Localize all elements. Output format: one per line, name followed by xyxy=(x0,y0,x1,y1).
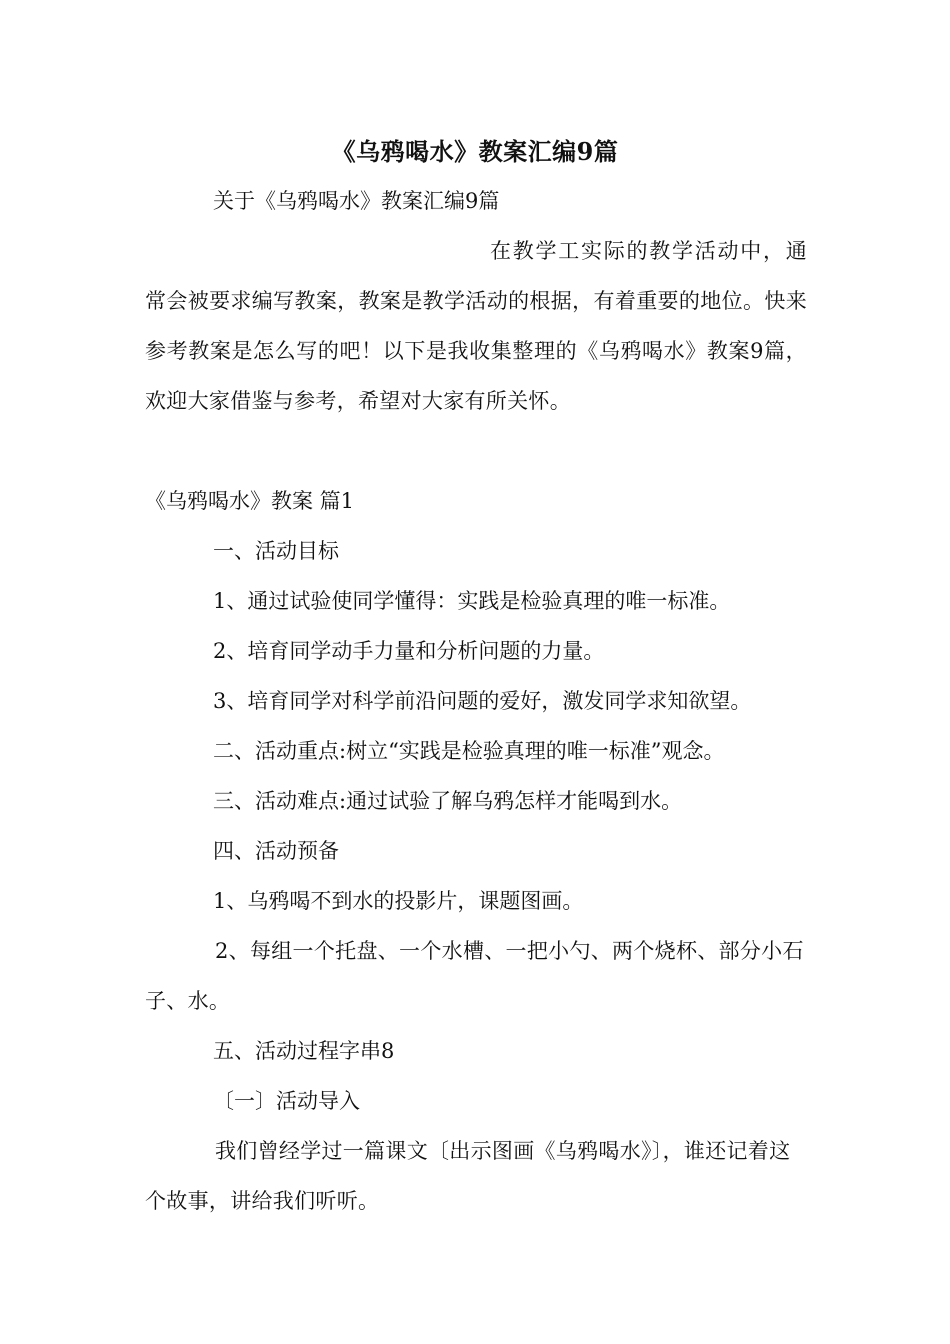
list-item: 〔一〕活动导入 xyxy=(213,1089,360,1113)
intro-paragraph: 在教学工实际的教学活动中，通常会被要求编写教案，教案是教学活动的根据，有着重要的地位。快来参考教案是怎么写的吧！以下是我收集整理的《乌鸦喝水》教案9篇，欢迎大家借鉴与参考，希望对大家有所关怀。 xyxy=(145,239,807,413)
list-item: 二、活动重点:树立“实践是检验真理的唯一标准”观念。 xyxy=(213,739,725,763)
list-item: 1、通过试验使同学懂得：实践是检验真理的唯一标准。 xyxy=(213,589,731,613)
list-item: 3、培育同学对科学前沿问题的爱好，激发同学求知欲望。 xyxy=(213,689,752,713)
section-heading: 《乌鸦喝水》教案 篇1 xyxy=(145,489,355,513)
list-item: 1、乌鸦喝不到水的投影片，课题图画。 xyxy=(213,889,584,913)
document-title: 《乌鸦喝水》教案汇编9篇 xyxy=(331,137,619,166)
materials-paragraph: 2、每组一个托盘、一个水槽、一把小勺、两个烧杯、部分小石子、水。 xyxy=(145,939,804,1013)
story-paragraph: 我们曾经学过一篇课文〔出示图画《乌鸦喝水》〕，谁还记着这个故事，讲给我们听听。 xyxy=(145,1139,791,1213)
list-item: 三、活动难点:通过试验了解乌鸦怎样才能喝到水。 xyxy=(213,789,683,813)
list-item: 五、活动过程字串8 xyxy=(213,1039,395,1063)
document-subtitle: 关于《乌鸦喝水》教案汇编9篇 xyxy=(213,189,500,213)
list-item: 四、活动预备 xyxy=(213,839,339,863)
list-item: 一、活动目标 xyxy=(213,539,339,563)
list-item: 2、培育同学动手力量和分析问题的力量。 xyxy=(213,639,605,663)
